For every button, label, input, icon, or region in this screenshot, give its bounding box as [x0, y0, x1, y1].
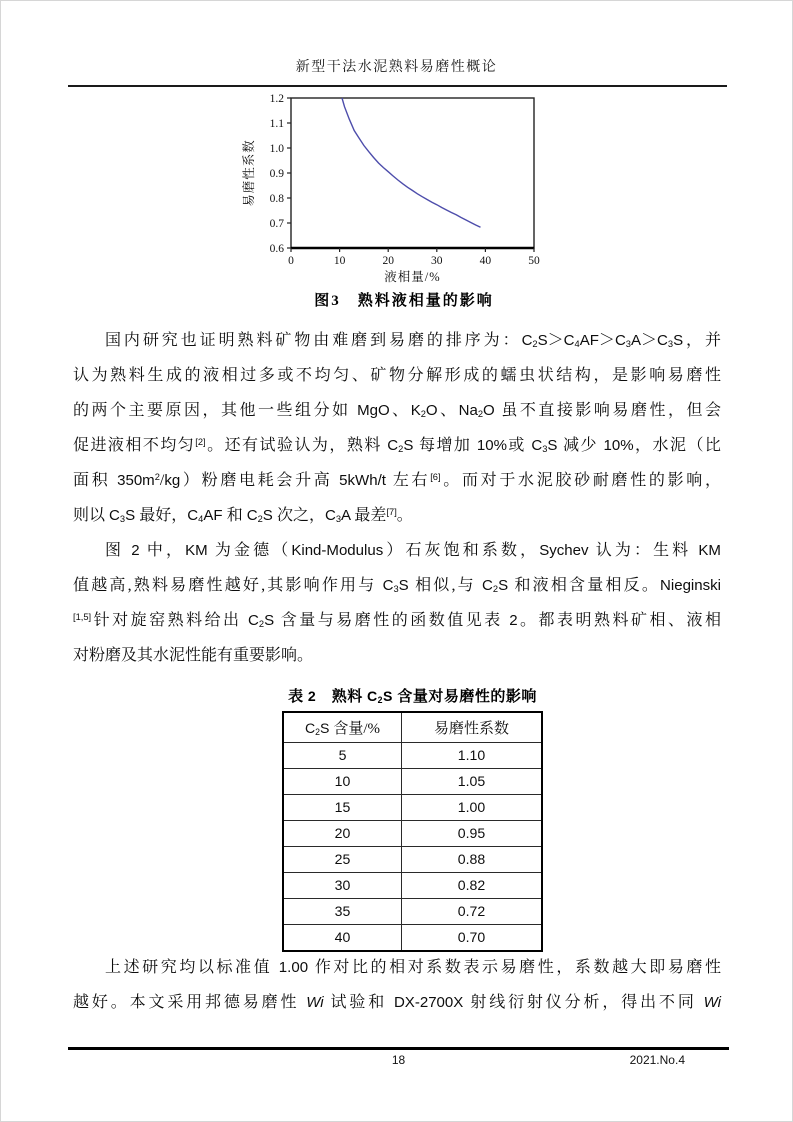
table-cell: 0.72 [402, 899, 543, 925]
table-row [283, 847, 542, 873]
y-axis-label: 易磨性系数 [242, 139, 256, 207]
y-tick-label: 0.9 [269, 168, 284, 180]
paragraph-line: 的两个主要原因，其他一些组分如 MgO、$K_2O$、$Na_2O$ 虽不直接影响易磨性，但会 [73, 402, 721, 419]
table-row [283, 821, 542, 847]
table-2 [282, 711, 543, 952]
y-tick-label: 1.2 [269, 93, 284, 105]
table-row [283, 769, 542, 795]
x-tick-label: 50 [528, 255, 540, 267]
x-tick-label: 0 [288, 255, 294, 267]
grindability-curve [342, 98, 481, 227]
plot-frame [291, 98, 534, 248]
table-cell: 40 [283, 925, 402, 952]
table-row [283, 873, 542, 899]
table-row [283, 743, 542, 769]
figure-3 [239, 91, 569, 310]
footer [68, 1053, 729, 1073]
y-tick-label: 1.0 [269, 143, 284, 155]
issue-label: 2021.No.4 [629, 1053, 685, 1067]
table-cell: 5 [283, 743, 402, 769]
table-header-cell: 易磨性系数 [402, 712, 543, 743]
paragraph-line: 越好。本文采用邦德易磨性 Wi 试验和 DX-2700X 射线衍射仪分析，得出不同 Wi [73, 994, 721, 1011]
body-text-lower [73, 950, 721, 1020]
table-cell: 1.05 [402, 769, 543, 795]
y-tick-label: 0.8 [269, 193, 284, 205]
table-cell: 15 [283, 795, 402, 821]
table-row [283, 899, 542, 925]
y-tick-label: 0.6 [269, 243, 284, 255]
table-cell: 1.00 [402, 795, 543, 821]
page-number: 18 [391, 1053, 406, 1067]
paragraph-line: 认为熟料生成的液相过多或不均匀、矿物分解形成的蠕虫状结构，是影响易磨性 [73, 367, 721, 384]
paragraph-line: 则以 $C_3S$ 最好，$C_4AF$ 和 $C_2S$ 次之，$C_3A$ 最差[7]。 [73, 506, 413, 524]
liquid-phase-line-chart [239, 91, 569, 287]
table-cell: 30 [283, 873, 402, 899]
paragraph-line: 值越高,熟料易磨性越好,其影响作用与 $C_3S$ 相似,与 $C_2S$ 和液相含量相反。Nieginski [73, 577, 721, 594]
table-header-row [283, 712, 542, 743]
x-axis-label: 液相量/% [384, 270, 441, 284]
table-cell: 0.88 [402, 847, 543, 873]
header-rule [68, 85, 727, 87]
table-cell: 0.82 [402, 873, 543, 899]
y-tick-label: 0.7 [269, 218, 284, 230]
paragraph-line: 对粉磨及其水泥性能有重要影响。 [73, 647, 314, 664]
table-cell: 25 [283, 847, 402, 873]
running-header-title: 新型干法水泥熟料易磨性概论 [295, 60, 498, 75]
table-2-block [282, 685, 543, 952]
paragraph-line: 面积 $350m^2/kg$）粉磨电耗会升高 5kWh/t 左右[6]。而对于水泥胶砂耐磨性的影响， [73, 471, 721, 489]
x-tick-label: 30 [431, 255, 443, 267]
paragraph-line: [1,5]针对旋窑熟料给出 $C_2S$ 含量与易磨性的函数值见表 2。都表明熟料矿相、液相 [73, 611, 721, 629]
table-cell: 10 [283, 769, 402, 795]
x-tick-label: 10 [333, 255, 346, 267]
x-tick-label: 40 [479, 255, 492, 267]
paragraph-line: 国内研究也证明熟料矿物由难磨到易磨的排序为：$C_2S>C_4AF>C_3A>C_3S$，并 [105, 332, 721, 349]
table-cell: 1.10 [402, 743, 543, 769]
x-tick-label: 20 [382, 255, 394, 267]
body-text-upper [73, 323, 721, 673]
table-cell: 20 [283, 821, 402, 847]
paragraph-line: 促进液相不均匀[2]。还有试验认为，熟料 $C_2S$ 每增加 10%或 $C_3S$ 减少 10%，水泥（比 [73, 436, 721, 454]
table-2-title: 表 2 熟料 $C_2S$ 含量对易磨性的影响 [288, 688, 537, 705]
table-cell: 0.70 [402, 925, 543, 952]
figure-3-caption: 图3 熟料液相量的影响 [314, 293, 494, 309]
paragraph-line: 图 2 中，KM 为金德（Kind-Modulus）石灰饱和系数，Sychev 认为：生料 KM [105, 542, 721, 559]
paragraph-line: 上述研究均以标准值 1.00 作对比的相对系数表示易磨性，系数越大即易磨性 [105, 959, 721, 976]
footer-rule [68, 1047, 729, 1050]
table-header-cell: $C_2S$ 含量/% [283, 712, 402, 743]
table-cell: 35 [283, 899, 402, 925]
table-row [283, 925, 542, 952]
table-cell: 0.95 [402, 821, 543, 847]
y-tick-label: 1.1 [269, 118, 284, 130]
table-row [283, 795, 542, 821]
